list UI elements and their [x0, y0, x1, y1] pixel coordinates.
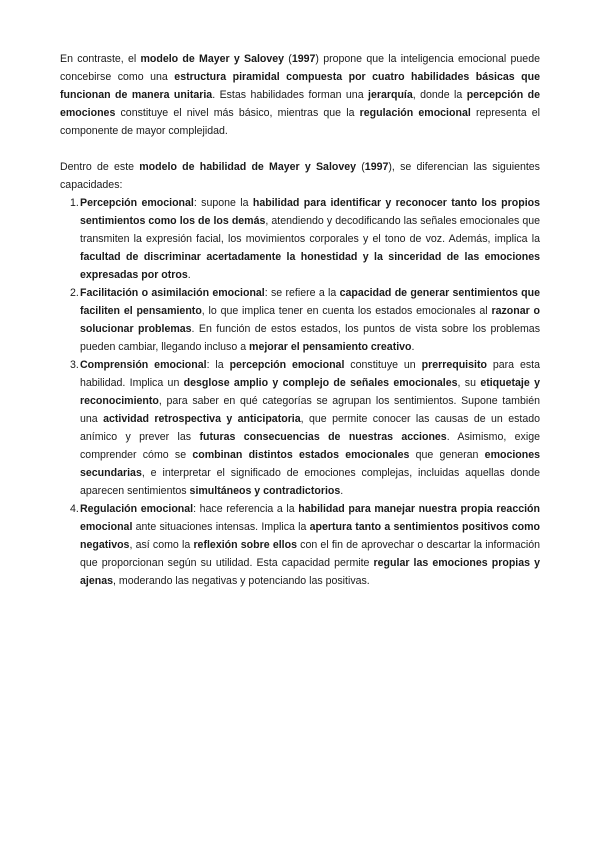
text-run: . Estas habilidades forman una — [212, 89, 369, 101]
text-run: con el fin de aprovechar o descartar la información que proporcionan según su utilidad. Esta capacidad permite — [80, 539, 541, 569]
bold-text-run: jerarquía — [368, 89, 413, 101]
bold-text-run: prerrequisito — [421, 359, 487, 371]
bold-text-run: modelo de habilidad de Mayer y Salovey — [139, 161, 357, 173]
bold-text-run: 1997 — [291, 53, 316, 65]
text-run: constituye el nivel más básico, mientras que la — [115, 107, 360, 119]
bold-text-run: desglose amplio y complejo de señales emocionales — [183, 377, 458, 389]
text-run: constituye un — [344, 359, 422, 371]
text-run: ante situaciones intensas. Implica la — [132, 521, 310, 533]
text-run: , así como la — [129, 539, 194, 551]
text-run: , para saber en qué categorías se agrupan los sentimientos. Supone también una — [80, 395, 540, 425]
list-item — [80, 284, 540, 356]
bold-text-run: regulación emocional — [359, 107, 471, 119]
text-run: . — [340, 485, 344, 497]
text-run: , lo que implica tener en cuenta los estados emocionales al — [201, 305, 492, 317]
text-run: ( — [284, 53, 292, 65]
text-run: , moderando las negativas y potenciando las positivas. — [112, 575, 370, 587]
capacities-list — [60, 194, 540, 590]
bold-text-run: estructura piramidal compuesta por cuatro habilidades básicas que funcionan de manera unitaria — [60, 71, 540, 101]
text-run: . Asimismo, exige comprender cómo se — [80, 431, 540, 461]
bold-text-run: etiquetaje y reconocimiento — [80, 377, 540, 407]
bold-text-run: habilidad para identificar y reconocer tanto los propios sentimientos como los de los demás — [80, 197, 540, 227]
bold-text-run: reflexión sobre ellos — [193, 539, 297, 551]
bold-text-run: habilidad para manejar nuestra propia reacción emocional — [80, 503, 540, 533]
bold-text-run: actividad retrospectiva y anticipatoria — [103, 413, 301, 425]
list-item — [80, 500, 540, 590]
bold-text-run: Regulación emocional — [80, 503, 194, 515]
bold-text-run: apertura tanto a sentimientos positivos como negativos — [80, 521, 540, 551]
intro-paragraph — [60, 50, 540, 140]
bold-text-run: Comprensión emocional — [80, 359, 207, 371]
bold-text-run: modelo de Mayer y Salovey — [140, 53, 285, 65]
bold-text-run: capacidad de generar sentimientos que faciliten el pensamiento — [80, 287, 541, 317]
text-run: ) propone que la inteligencia emocional puede concebirse como una — [60, 53, 540, 83]
bold-text-run: Percepción emocional — [80, 197, 194, 209]
text-run: , atendiendo y decodificando las señales emocionales que transmiten la expresión facial, los movimientos corporales y el tono de voz. Además, implica la — [80, 215, 540, 245]
bold-text-run: futuras consecuencias de nuestras acciones — [199, 431, 447, 443]
bold-text-run: simultáneos y contradictorios — [189, 485, 341, 497]
text-run: , que permite conocer las causas de un estado anímico y prever las — [80, 413, 541, 443]
text-run: . — [187, 269, 191, 281]
list-item — [80, 194, 540, 284]
list-item — [80, 356, 540, 500]
capacities-intro-paragraph — [60, 158, 540, 194]
text-run: , donde la — [412, 89, 467, 101]
text-run: para esta habilidad. Implica un — [80, 359, 540, 389]
text-run: que generan — [409, 449, 485, 461]
text-run: Dentro de este — [60, 161, 140, 173]
text-run: : la — [206, 359, 230, 371]
text-run: : supone la — [193, 197, 253, 209]
text-run: , e interpretar el significado de emociones complejas, incluidas aquellas donde aparecen sentimientos — [80, 467, 540, 497]
bold-text-run: percepción emocional — [229, 359, 345, 371]
text-run: ), se diferencian las siguientes capacidades: — [60, 161, 540, 191]
bold-text-run: combinan distintos estados emocionales — [192, 449, 410, 461]
text-run: ( — [356, 161, 365, 173]
bold-text-run: razonar o solucionar problemas — [80, 305, 540, 335]
text-run: : hace referencia a la — [193, 503, 299, 515]
bold-text-run: mejorar el pensamiento creativo — [249, 341, 412, 353]
bold-text-run: percepción de emociones — [60, 89, 540, 119]
text-run: , su — [457, 377, 481, 389]
bold-text-run: regular las emociones propias y ajenas — [80, 557, 541, 587]
text-run: En contraste, el — [60, 53, 141, 65]
bold-text-run: facultad de discriminar acertadamente la honestidad y la sinceridad de las emociones expresadas por otros — [80, 251, 540, 281]
bold-text-run: emociones secundarias — [80, 449, 541, 479]
text-run: : se refiere a la — [264, 287, 340, 299]
text-run: . — [411, 341, 415, 353]
text-run: . En función de estos estados, los puntos de vista sobre los problemas pueden cambiar, llegando incluso a — [80, 323, 540, 353]
bold-text-run: 1997 — [364, 161, 389, 173]
bold-text-run: Facilitación o asimilación emocional — [80, 287, 265, 299]
text-run: representa el componente de mayor complejidad. — [60, 107, 540, 137]
